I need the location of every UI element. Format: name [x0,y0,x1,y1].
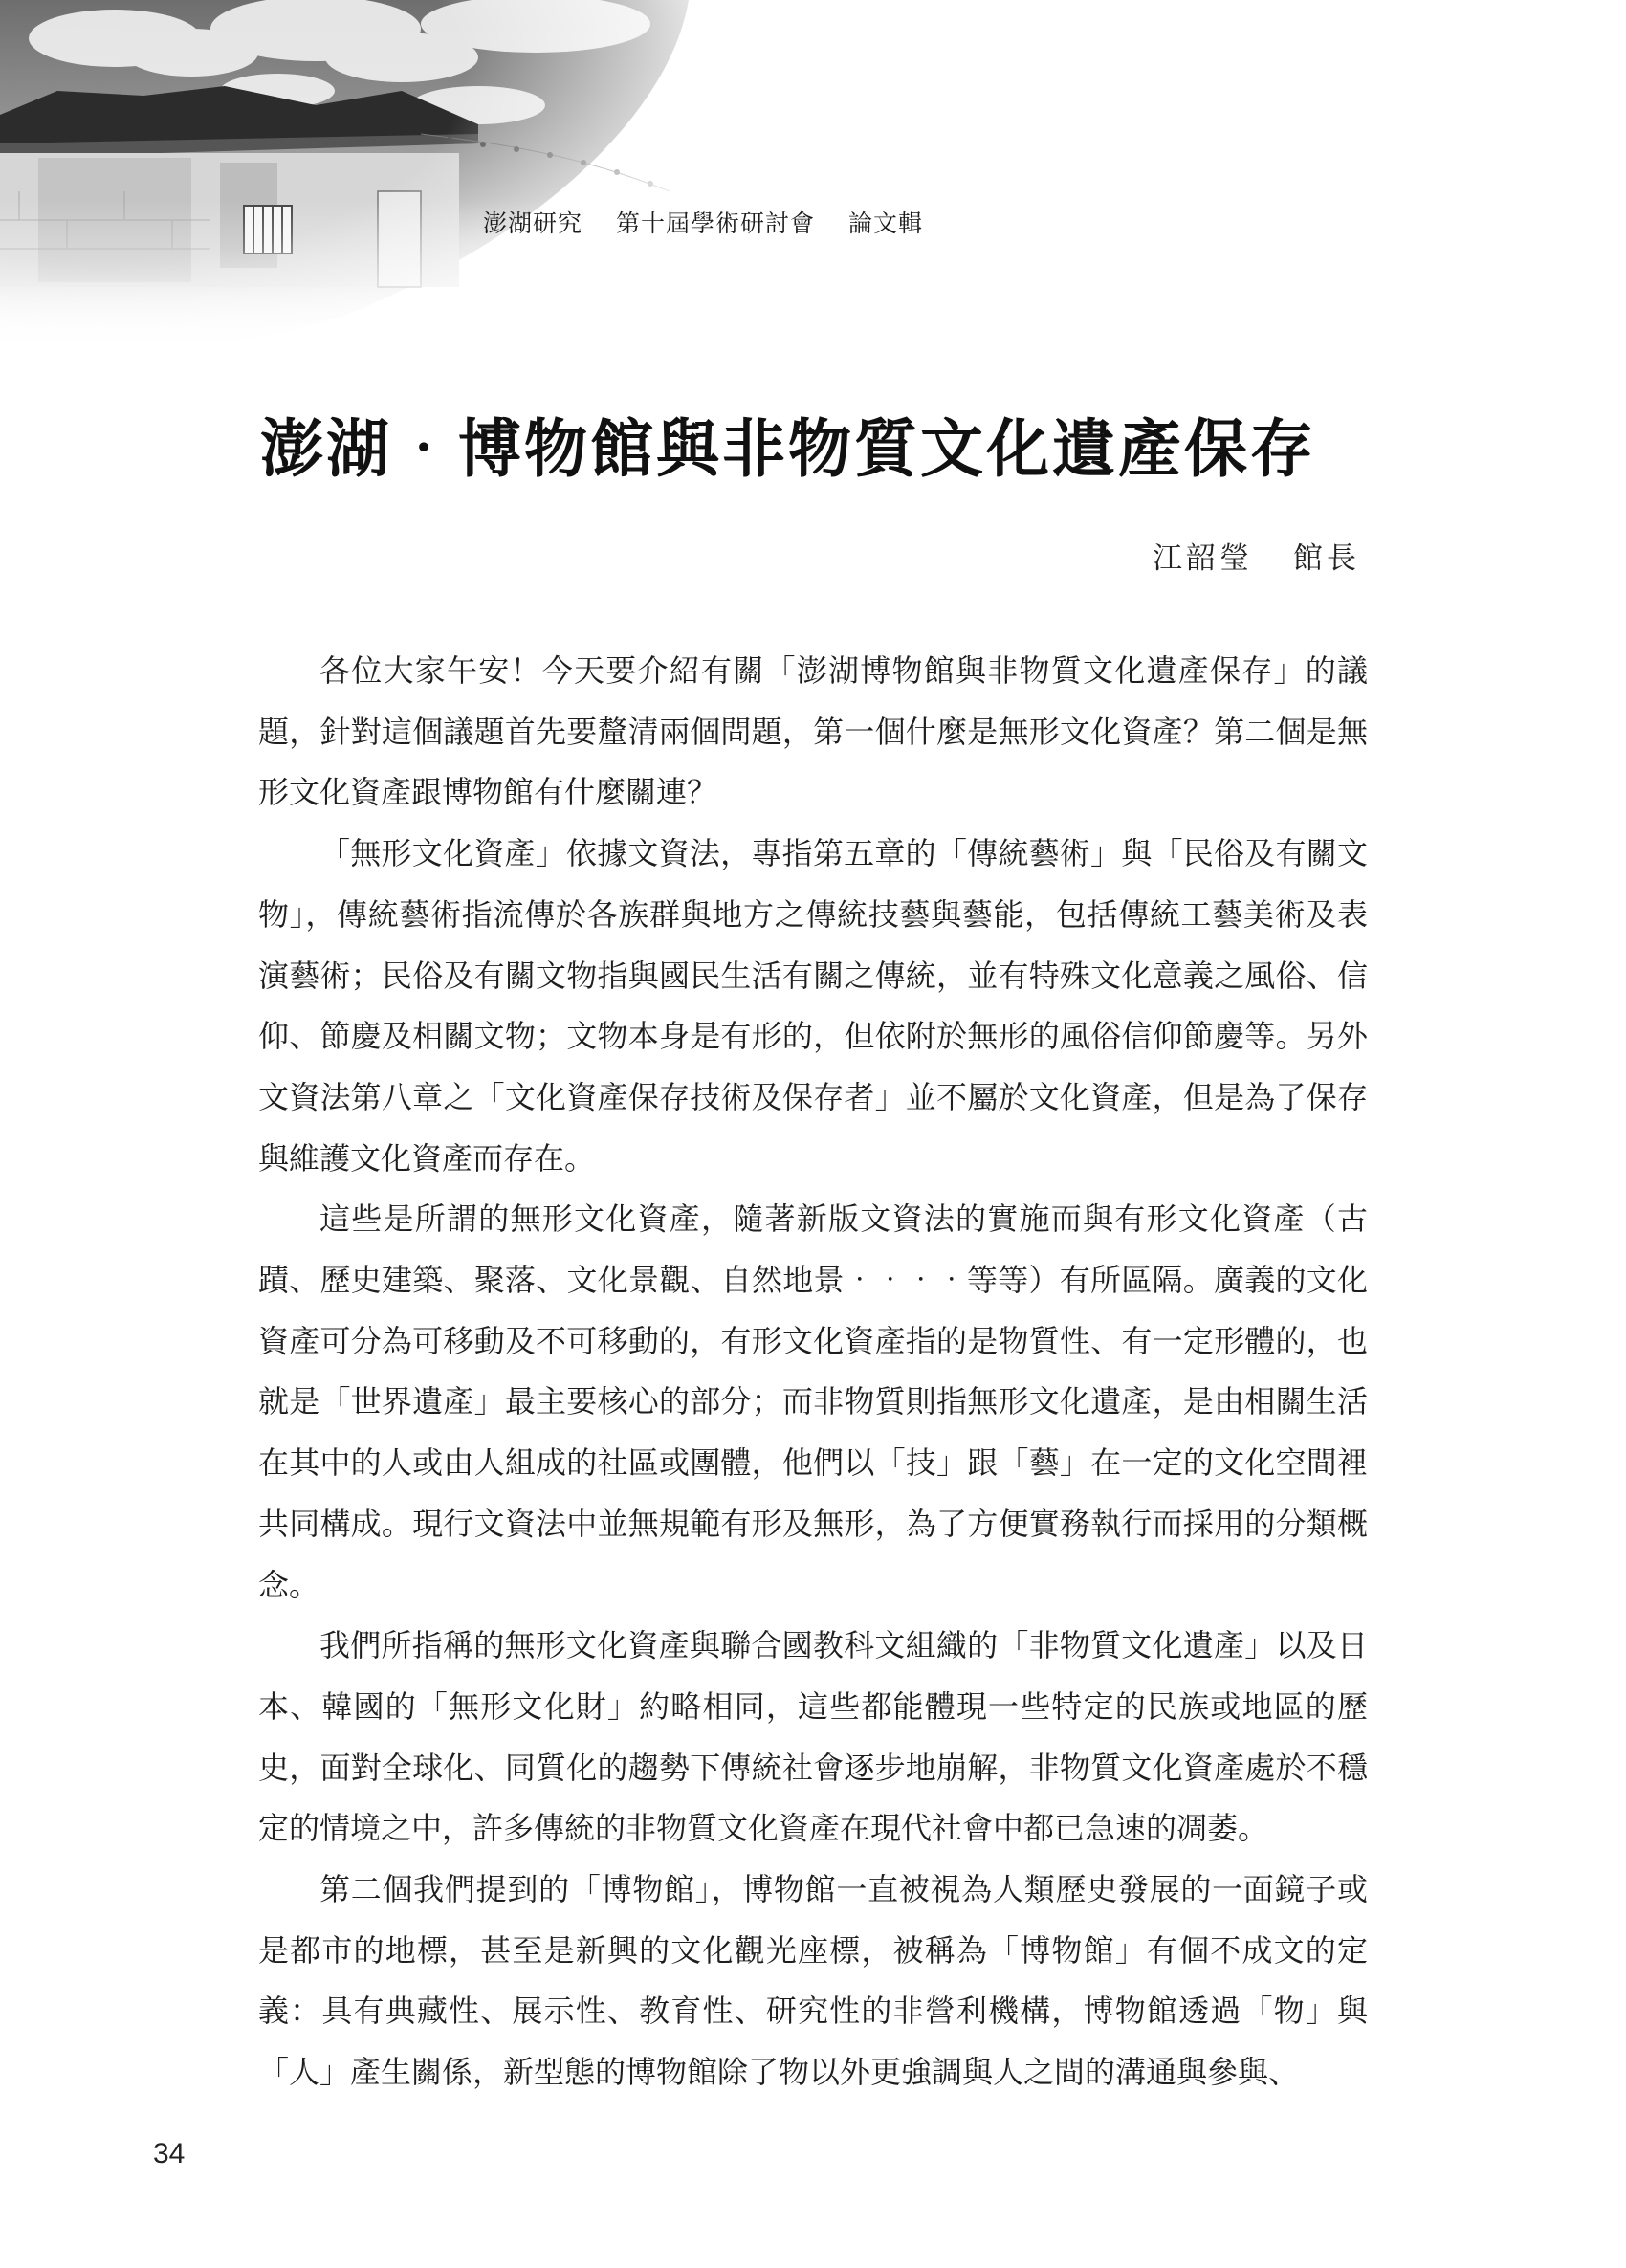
paragraph: 這些是所謂的無形文化資產，隨著新版文資法的實施而與有形文化資產（古蹟、歷史建築、聚落、文化景觀、自然地景‧‧‧‧等等）有所區隔。廣義的文化資產可分為可移動及不可移動的，有形文化資產指的是物質性、有一定形體的，也就是「世界遺產」最主要核心的部分；而非物質則指無形文化遺產，是由相關生活在其中的人或由人組成的社區或團體，他們以「技」跟「藝」在一定的文化空間裡共同構成。現行文資法中並無規範有形及無形，為了方便實務執行而採用的分類概念。 [258,1200,1368,1603]
article-body [258,641,1368,2103]
page-number: 34 [153,2138,186,2169]
journal-name: 澎湖研究 [483,209,583,237]
paragraph: 「無形文化資產」依據文資法，專指第五章的「傳統藝術」與「民俗及有關文物」，傳統藝術指流傳於各族群與地方之傳統技藝與藝能，包括傳統工藝美術及表演藝術；民俗及有關文物指與國民生活有關之傳統，並有特殊文化意義之風俗、信仰、節慶及相關文物；文物本身是有形的，但依附於無形的風俗信仰節慶等。另外文資法第八章之「文化資產保存技術及保存者」並不屬於文化資產，但是為了保存與維護文化資產而存在。 [258,835,1368,1177]
paragraph: 第二個我們提到的「博物館」，博物館一直被視為人類歷史發展的一面鏡子或是都市的地標，甚至是新興的文化觀光座標，被稱為「博物館」有個不成文的定義：具有典藏性、展示性、教育性、研究性的非營利機構，博物館透過「物」與「人」產生關係，新型態的博物館除了物以外更強調與人之間的溝通與參與、 [258,1871,1368,2091]
running-head [483,205,948,239]
paragraph: 我們所指稱的無形文化資產與聯合國教科文組織的「非物質文化遺產」以及日本、韓國的「無形文化財」約略相同，這些都能體現一些特定的民族或地區的歷史，面對全球化、同質化的趨勢下傳統社會逐步地崩解，非物質文化資產處於不穩定的情境之中，許多傳統的非物質文化資產在現代社會中都已急速的凋萎。 [258,1627,1368,1847]
author-name: 江韶瑩 [1153,541,1253,576]
article-title: 澎湖‧博物館與非物質文化遺產保存 [260,411,1316,487]
author-line [1153,534,1360,577]
collection-name: 論文輯 [847,209,923,237]
author-role: 館長 [1293,541,1360,576]
conference-name: 第十屆學術研討會 [615,209,815,237]
header-illustration [0,0,689,363]
paragraph: 各位大家午安！今天要介紹有關「澎湖博物館與非物質文化遺產保存」的議題，針對這個議題首先要釐清兩個問題，第一個什麼是無形文化資產？第二個是無形文化資產跟博物館有什麼關連？ [258,652,1368,811]
